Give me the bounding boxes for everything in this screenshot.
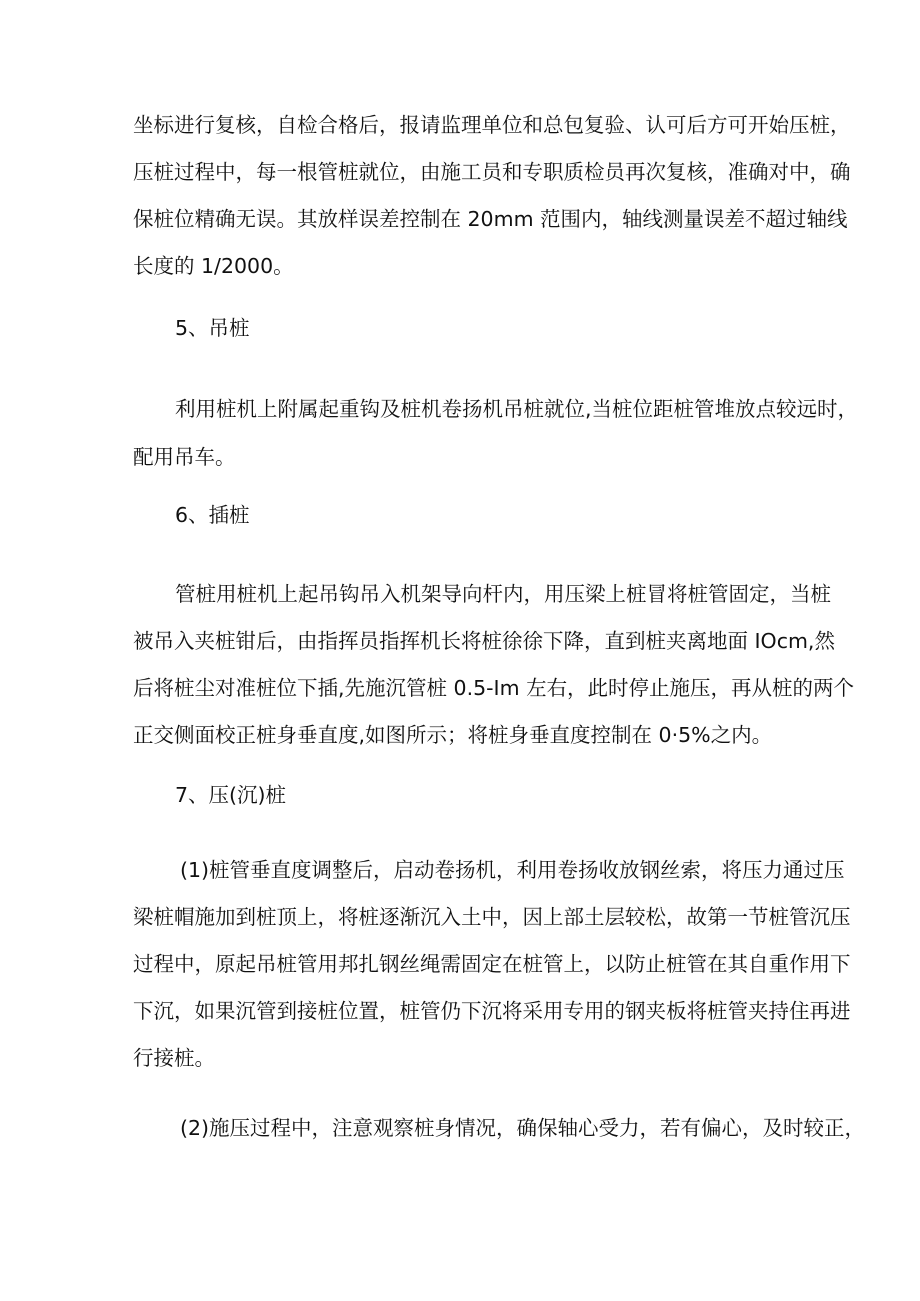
para3-line-4: 正交侧面校正桩身垂直度,如图所示；将桩身垂直度控制在 0·5%之内。: [133, 723, 773, 747]
para1-line-1: 坐标进行复核，自检合格后，报请监理单位和总包复验、认可后方可开始压桩，: [133, 113, 851, 137]
para1-line-4: 长度的 1/2000。: [133, 254, 294, 278]
para3-line-3: 后将桩尘对准桩位下插,先施沉管桩 0.5-Im 左右，此时停止施压，再从桩的两个: [133, 676, 855, 700]
para5-line-1: (2)施压过程中，注意观察桩身情况，确保轴心受力，若有偏心，及时较正，: [180, 1116, 866, 1140]
section-heading-5: 5、吊桩: [175, 316, 250, 340]
para4-line-1: (1)桩管垂直度调整后，启动卷扬机，利用卷扬收放钢丝索，将压力通过压: [180, 858, 845, 882]
para4-line-2: 梁桩帽施加到桩顶上，将桩逐渐沉入土中，因上部土层较松，故第一节桩管沉压: [133, 905, 851, 929]
para2-line-2: 配用吊车。: [133, 445, 236, 469]
para2-line-1: 利用桩机上附属起重钩及桩机卷扬机吊桩就位,当桩位距桩管堆放点较远时，: [175, 397, 859, 421]
section-heading-7: 7、压(沉)桩: [175, 783, 287, 807]
para1-line-3: 保桩位精确无误。其放样误差控制在 20mm 范围内，轴线测量误差不超过轴线: [133, 207, 848, 231]
para4-line-3: 过程中，原起吊桩管用邦扎钢丝绳需固定在桩管上，以防止桩管在其自重作用下: [133, 952, 851, 976]
para4-line-5: 行接桩。: [133, 1046, 215, 1070]
para3-line-2: 被吊入夹桩钳后，由指挥员指挥机长将桩徐徐下降，直到桩夹离地面 IOcm,然: [133, 629, 835, 653]
para1-line-2: 压桩过程中，每一根管桩就位，由施工员和专职质检员再次复核，准确对中，确: [133, 160, 851, 184]
section-heading-6: 6、插桩: [175, 503, 250, 527]
para4-line-4: 下沉，如果沉管到接桩位置，桩管仍下沉将采用专用的钢夹板将桩管夹持住再进: [133, 999, 851, 1023]
para3-line-1: 管桩用桩机上起吊钩吊入机架导向杆内，用压梁上桩冒将桩管固定，当桩: [175, 582, 831, 606]
